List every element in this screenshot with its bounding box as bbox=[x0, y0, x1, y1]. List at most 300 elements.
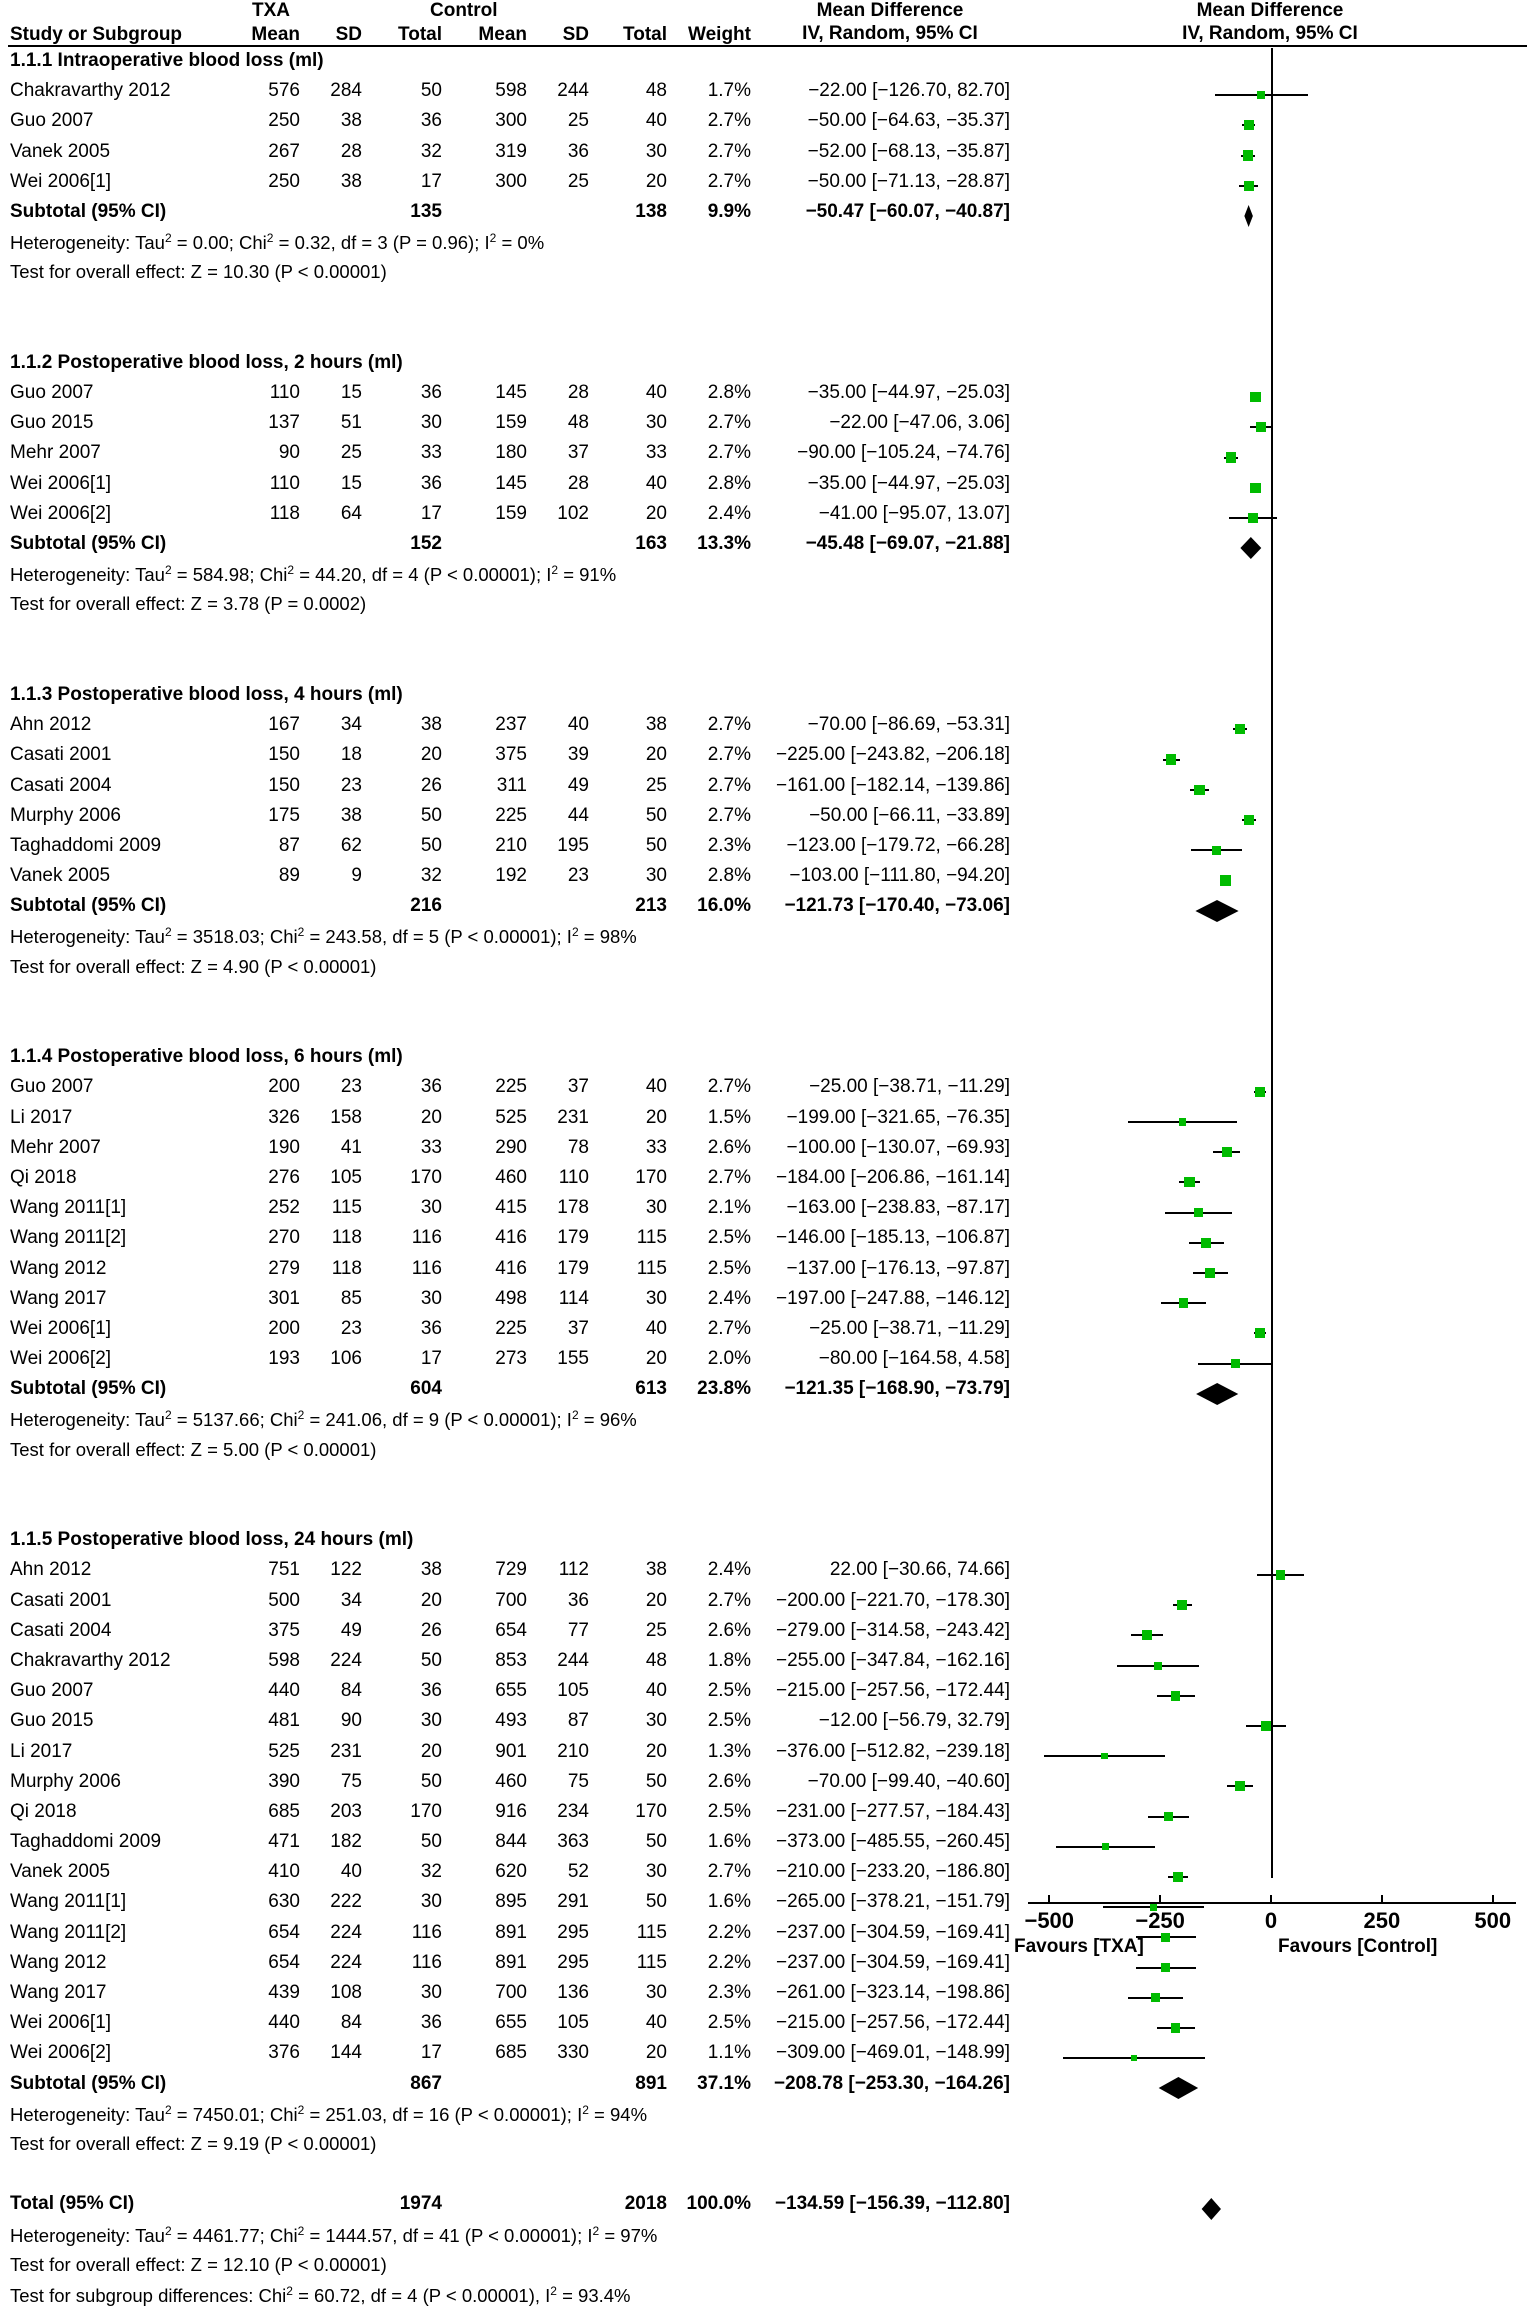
row-sd-control: 78 bbox=[567, 1136, 589, 1158]
row-mean-control: 655 bbox=[495, 2012, 527, 2034]
row-ci-text: −199.00 [−321.65, −76.35] bbox=[786, 1106, 1010, 1128]
row-total-control: 30 bbox=[645, 1197, 667, 1219]
row-ci-text: −25.00 [−38.71, −11.29] bbox=[809, 1076, 1010, 1098]
row-sd-control: 291 bbox=[557, 1891, 589, 1913]
row-study-name: Wang 2017 bbox=[10, 1287, 107, 1309]
row-ci-text: −146.00 [−185.13, −106.87] bbox=[775, 1227, 1010, 1249]
header-mean-difference-right-sub: IV, Random, 95% CI bbox=[1182, 23, 1358, 44]
row-study-name: Chakravarthy 2012 bbox=[10, 1649, 171, 1671]
row-total-control: 30 bbox=[645, 1287, 667, 1309]
row-mean-txa: 276 bbox=[268, 1166, 300, 1188]
row-sd-control: 48 bbox=[567, 412, 589, 434]
row-sd-txa: 23 bbox=[340, 1317, 362, 1339]
row-sd-control: 23 bbox=[567, 865, 589, 887]
point-estimate-marker bbox=[1244, 181, 1254, 191]
point-estimate-marker bbox=[1226, 452, 1236, 462]
row-study-name: Wei 2006[2] bbox=[10, 502, 112, 524]
row-total-txa: 50 bbox=[420, 804, 442, 826]
summary-diamond-row bbox=[1010, 2073, 1535, 2103]
row-total-txa: 36 bbox=[420, 1317, 442, 1339]
row-study-name: Guo 2007 bbox=[10, 1680, 94, 1702]
row-total-control: 170 bbox=[635, 1166, 667, 1188]
row-sd-txa: 18 bbox=[340, 744, 362, 766]
heterogeneity-note: Heterogeneity: Tau$^2$ = 5137.66; Chi$^2$ = 241.06, df = 9 (P < 0.00001); $I^2 = 96\%$ bbox=[10, 1408, 637, 1431]
study-marker-row bbox=[1010, 110, 1535, 140]
header-mean-difference-left: Mean Difference bbox=[816, 0, 964, 21]
study-marker-row bbox=[1010, 745, 1535, 775]
row-ci-text: −237.00 [−304.59, −169.41] bbox=[775, 1951, 1010, 1973]
row-ci-text: −261.00 [−323.14, −198.86] bbox=[775, 1982, 1010, 2003]
study-marker-row bbox=[1010, 1620, 1535, 1650]
row-total-txa: 30 bbox=[420, 1710, 442, 1732]
row-sd-txa: 84 bbox=[340, 1680, 362, 1702]
row-mean-txa: 439 bbox=[268, 1982, 300, 2003]
row-study-name: Wang 2012 bbox=[10, 1257, 107, 1279]
row-total-txa: 17 bbox=[420, 2042, 442, 2064]
row-total-txa: 20 bbox=[420, 744, 442, 766]
row-total-txa: 50 bbox=[420, 1770, 442, 1792]
row-sd-control: 105 bbox=[557, 2012, 589, 2034]
row-study-name: Casati 2004 bbox=[10, 774, 112, 796]
row-total-control: 163 bbox=[635, 533, 667, 554]
row-total-txa: 30 bbox=[420, 1287, 442, 1309]
header-total-control: Total bbox=[623, 24, 667, 45]
row-mean-control: 685 bbox=[495, 2042, 527, 2064]
row-total-txa: 32 bbox=[420, 865, 442, 887]
row-ci-text: −376.00 [−512.82, −239.18] bbox=[775, 1740, 1010, 1762]
row-total-control: 20 bbox=[645, 1348, 667, 1370]
row-sd-txa: 224 bbox=[330, 1951, 362, 1973]
row-ci-text: −265.00 [−378.21, −151.79] bbox=[775, 1891, 1010, 1913]
row-sd-txa: 62 bbox=[340, 834, 362, 856]
header-group-control: Control bbox=[430, 0, 498, 21]
row-weight: 2.2% bbox=[707, 1951, 751, 1973]
row-total-control: 40 bbox=[645, 1317, 667, 1339]
row-weight: 2.6% bbox=[707, 1770, 751, 1792]
row-total-control: 40 bbox=[645, 110, 667, 132]
row-mean-txa: 270 bbox=[268, 1227, 300, 1249]
point-estimate-marker bbox=[1250, 392, 1260, 402]
study-marker-row bbox=[1010, 382, 1535, 412]
header-study: Study or Subgroup bbox=[10, 24, 183, 45]
row-sd-txa: 118 bbox=[331, 1257, 362, 1279]
row-ci-text: −50.00 [−66.11, −33.89] bbox=[809, 804, 1010, 826]
row-mean-control: 225 bbox=[495, 804, 527, 826]
row-sd-txa: 34 bbox=[340, 714, 362, 736]
row-total-control: 613 bbox=[635, 1378, 667, 1400]
row-mean-control: 895 bbox=[495, 1891, 527, 1913]
row-total-control: 38 bbox=[645, 714, 667, 736]
row-study-name: Wei 2006[2] bbox=[10, 1348, 112, 1370]
row-mean-control: 460 bbox=[495, 1166, 527, 1188]
row-sd-txa: 51 bbox=[340, 412, 362, 434]
row-sd-txa: 106 bbox=[330, 1348, 362, 1370]
row-study-name: Mehr 2007 bbox=[10, 442, 101, 464]
row-mean-txa: 654 bbox=[268, 1921, 300, 1943]
row-weight: 1.5% bbox=[707, 1106, 751, 1128]
row-sd-control: 77 bbox=[567, 1619, 589, 1641]
summary-diamond-row bbox=[1010, 896, 1535, 926]
axis-tick bbox=[1381, 1895, 1383, 1904]
row-study-name: Guo 2015 bbox=[10, 1710, 94, 1732]
row-total-control: 30 bbox=[645, 1982, 667, 2003]
row-total-txa: 33 bbox=[420, 1136, 442, 1158]
row-study-name: Chakravarthy 2012 bbox=[10, 80, 171, 102]
row-ci-text: −134.59 [−156.39, −112.80] bbox=[774, 2193, 1010, 2215]
row-mean-control: 145 bbox=[495, 472, 527, 494]
study-marker-row bbox=[1010, 1349, 1535, 1379]
row-mean-txa: 252 bbox=[268, 1197, 300, 1219]
row-ci-text: −50.00 [−64.63, −35.37] bbox=[807, 110, 1010, 132]
row-study-name: Guo 2007 bbox=[10, 110, 94, 132]
study-marker-row bbox=[1010, 1137, 1535, 1167]
header-mean-control: Mean bbox=[478, 24, 527, 45]
row-total-txa: 36 bbox=[420, 110, 442, 132]
row-study-name: Ahn 2012 bbox=[10, 1559, 92, 1581]
row-study-name: Subtotal (95% CI) bbox=[10, 895, 167, 917]
row-weight: 2.3% bbox=[707, 834, 751, 856]
summary-diamond bbox=[1010, 1379, 1535, 1409]
row-sd-control: 363 bbox=[557, 1831, 589, 1853]
row-total-control: 891 bbox=[635, 2072, 667, 2094]
point-estimate-marker bbox=[1142, 1630, 1152, 1640]
row-mean-control: 493 bbox=[495, 1710, 527, 1732]
row-study-name: Wei 2006[1] bbox=[10, 170, 112, 192]
row-total-control: 40 bbox=[645, 2012, 667, 2034]
row-mean-control: 300 bbox=[495, 110, 527, 132]
row-total-control: 50 bbox=[645, 834, 667, 856]
study-marker-row bbox=[1010, 1318, 1535, 1348]
row-total-control: 115 bbox=[636, 1227, 667, 1249]
row-study-name: Wei 2006[1] bbox=[10, 472, 112, 494]
row-ci-text: −231.00 [−277.57, −184.43] bbox=[775, 1800, 1010, 1822]
heterogeneity-note: Heterogeneity: Tau$^2$ = 584.98; Chi$^2$ = 44.20, df = 4 (P < 0.00001); $I^2 = 91\%$ bbox=[10, 563, 617, 586]
row-study-name: Subtotal (95% CI) bbox=[10, 2072, 167, 2094]
row-sd-control: 178 bbox=[557, 1197, 589, 1219]
row-weight: 2.6% bbox=[707, 1136, 751, 1158]
point-estimate-marker bbox=[1244, 815, 1254, 825]
row-total-txa: 216 bbox=[410, 895, 442, 917]
row-mean-control: 901 bbox=[495, 1740, 527, 1762]
row-weight: 2.8% bbox=[707, 382, 751, 404]
subgroup-heading: 1.1.2 Postoperative blood loss, 2 hours (ml) bbox=[10, 351, 403, 373]
row-mean-txa: 654 bbox=[268, 1951, 300, 1973]
row-mean-control: 416 bbox=[495, 1227, 527, 1249]
point-estimate-marker bbox=[1179, 1298, 1188, 1307]
row-sd-txa: 182 bbox=[330, 1831, 362, 1853]
forest-plot-area bbox=[1010, 0, 1535, 1974]
row-sd-txa: 34 bbox=[340, 1589, 362, 1611]
row-total-txa: 116 bbox=[411, 1227, 442, 1249]
row-mean-control: 180 bbox=[495, 442, 527, 464]
row-mean-txa: 87 bbox=[278, 834, 300, 856]
row-weight: 1.6% bbox=[707, 1831, 751, 1853]
row-mean-txa: 630 bbox=[268, 1891, 300, 1913]
row-sd-control: 234 bbox=[557, 1800, 589, 1822]
subgroup-heading: 1.1.3 Postoperative blood loss, 4 hours (ml) bbox=[10, 683, 403, 705]
row-ci-text: −41.00 [−95.07, 13.07] bbox=[818, 502, 1010, 524]
row-sd-txa: 85 bbox=[340, 1287, 362, 1309]
row-total-control: 213 bbox=[635, 895, 667, 917]
study-marker-row bbox=[1010, 1862, 1535, 1892]
axis-tick-label: 0 bbox=[1264, 1908, 1278, 1933]
row-sd-txa: 9 bbox=[351, 865, 362, 887]
row-mean-txa: 301 bbox=[268, 1287, 300, 1309]
row-sd-txa: 23 bbox=[340, 1076, 362, 1098]
point-estimate-marker bbox=[1235, 724, 1245, 734]
row-mean-control: 159 bbox=[495, 412, 527, 434]
row-study-name: Wei 2006[1] bbox=[10, 1317, 112, 1339]
row-sd-control: 25 bbox=[567, 170, 589, 192]
row-sd-control: 105 bbox=[557, 1680, 589, 1702]
row-mean-control: 415 bbox=[495, 1197, 527, 1219]
row-mean-control: 700 bbox=[495, 1982, 527, 2003]
row-weight: 2.4% bbox=[707, 502, 751, 524]
row-weight: 37.1% bbox=[697, 2072, 751, 2094]
row-total-txa: 36 bbox=[420, 1680, 442, 1702]
row-ci-text: −184.00 [−206.86, −161.14] bbox=[775, 1166, 1010, 1188]
point-estimate-marker bbox=[1212, 846, 1221, 855]
row-total-control: 50 bbox=[645, 1891, 667, 1913]
row-weight: 13.3% bbox=[697, 533, 751, 554]
row-total-control: 20 bbox=[645, 502, 667, 524]
row-total-control: 40 bbox=[645, 1076, 667, 1098]
row-study-name: Murphy 2006 bbox=[10, 1770, 121, 1792]
axis-tick bbox=[1492, 1895, 1494, 1904]
row-mean-txa: 525 bbox=[268, 1740, 300, 1762]
row-mean-control: 273 bbox=[495, 1348, 527, 1370]
row-ci-text: −210.00 [−233.20, −186.80] bbox=[775, 1861, 1010, 1883]
row-sd-control: 244 bbox=[557, 1649, 589, 1671]
row-sd-control: 155 bbox=[557, 1348, 589, 1370]
row-mean-txa: 250 bbox=[268, 170, 300, 192]
row-mean-control: 225 bbox=[495, 1317, 527, 1339]
row-total-txa: 36 bbox=[420, 1076, 442, 1098]
study-marker-row bbox=[1010, 1832, 1535, 1862]
row-total-control: 33 bbox=[645, 1136, 667, 1158]
row-mean-control: 225 bbox=[495, 1076, 527, 1098]
row-weight: 2.2% bbox=[707, 1921, 751, 1943]
row-study-name: Wang 2011[2] bbox=[10, 1227, 127, 1249]
row-weight: 2.7% bbox=[707, 170, 751, 192]
point-estimate-marker bbox=[1177, 1600, 1187, 1610]
point-estimate-marker bbox=[1101, 1753, 1108, 1760]
axis-tick-label: −250 bbox=[1135, 1908, 1185, 1933]
subgroup-differences-note: Test for subgroup differences: Chi$^2$ = 60.72, df = 4 (P < 0.00001), $I^2 = 93.4\%$ bbox=[10, 2283, 631, 2307]
point-estimate-marker bbox=[1171, 2023, 1181, 2033]
row-sd-control: 40 bbox=[567, 714, 589, 736]
row-sd-txa: 203 bbox=[330, 1800, 362, 1822]
row-weight: 2.7% bbox=[707, 140, 751, 162]
overall-effect-note: Test for overall effect: Z = 10.30 (P < 0.00001) bbox=[10, 261, 387, 283]
summary-diamond bbox=[1010, 896, 1535, 926]
row-mean-control: 729 bbox=[495, 1559, 527, 1581]
header-mean-txa: Mean bbox=[251, 24, 300, 45]
row-ci-text: −52.00 [−68.13, −35.87] bbox=[807, 140, 1010, 162]
row-total-control: 48 bbox=[645, 1649, 667, 1671]
row-total-txa: 36 bbox=[420, 382, 442, 404]
row-mean-txa: 175 bbox=[268, 804, 300, 826]
study-marker-row bbox=[1010, 1681, 1535, 1711]
row-weight: 2.4% bbox=[707, 1559, 751, 1581]
header-sd-txa: SD bbox=[335, 24, 362, 45]
row-weight: 2.7% bbox=[707, 1166, 751, 1188]
subgroup-heading: 1.1.1 Intraoperative blood loss (ml) bbox=[10, 50, 324, 71]
row-study-name: Vanek 2005 bbox=[10, 140, 111, 162]
study-marker-row bbox=[1010, 1802, 1535, 1832]
row-sd-control: 36 bbox=[567, 1589, 589, 1611]
row-mean-txa: 150 bbox=[268, 744, 300, 766]
point-estimate-marker bbox=[1171, 1691, 1181, 1701]
point-estimate-marker bbox=[1244, 120, 1254, 130]
row-total-control: 50 bbox=[645, 1831, 667, 1853]
row-sd-txa: 90 bbox=[340, 1710, 362, 1732]
study-marker-row bbox=[1010, 412, 1535, 442]
row-study-name: Casati 2001 bbox=[10, 1589, 112, 1611]
row-mean-control: 311 bbox=[496, 774, 527, 796]
row-mean-txa: 685 bbox=[268, 1800, 300, 1822]
point-estimate-marker bbox=[1166, 754, 1176, 764]
row-mean-txa: 751 bbox=[268, 1559, 300, 1581]
row-mean-control: 145 bbox=[495, 382, 527, 404]
row-total-control: 40 bbox=[645, 472, 667, 494]
row-mean-control: 916 bbox=[495, 1800, 527, 1822]
row-mean-control: 700 bbox=[495, 1589, 527, 1611]
row-sd-txa: 84 bbox=[340, 2012, 362, 2034]
row-mean-txa: 375 bbox=[268, 1619, 300, 1641]
point-estimate-marker bbox=[1255, 1328, 1265, 1338]
row-mean-control: 192 bbox=[495, 865, 527, 887]
row-mean-txa: 118 bbox=[269, 502, 300, 524]
study-marker-row bbox=[1010, 1983, 1535, 2013]
row-mean-txa: 190 bbox=[268, 1136, 300, 1158]
row-total-control: 20 bbox=[645, 744, 667, 766]
axis-line bbox=[1028, 1902, 1516, 1904]
row-weight: 2.7% bbox=[707, 1317, 751, 1339]
row-total-control: 20 bbox=[645, 170, 667, 192]
row-mean-control: 319 bbox=[495, 140, 527, 162]
row-sd-txa: 41 bbox=[340, 1136, 362, 1158]
row-total-control: 30 bbox=[645, 1861, 667, 1883]
row-mean-txa: 89 bbox=[278, 865, 300, 887]
row-weight: 100.0% bbox=[686, 2193, 751, 2215]
row-sd-control: 52 bbox=[567, 1861, 589, 1883]
row-sd-control: 295 bbox=[557, 1921, 589, 1943]
row-sd-txa: 122 bbox=[330, 1559, 362, 1581]
row-mean-txa: 110 bbox=[269, 382, 300, 404]
study-marker-row bbox=[1010, 1167, 1535, 1197]
row-spacer bbox=[0, 2163, 1535, 2193]
row-total-txa: 135 bbox=[410, 200, 442, 222]
row-study-name: Subtotal (95% CI) bbox=[10, 200, 167, 222]
subgroup-heading: 1.1.4 Postoperative blood loss, 6 hours (ml) bbox=[10, 1046, 403, 1068]
row-total-txa: 38 bbox=[420, 714, 442, 736]
row-mean-control: 655 bbox=[495, 1680, 527, 1702]
study-marker-row bbox=[1010, 1288, 1535, 1318]
row-ci-text: −35.00 [−44.97, −25.03] bbox=[807, 472, 1010, 494]
summary-diamond bbox=[1010, 2194, 1535, 2224]
row-mean-txa: 500 bbox=[268, 1589, 300, 1611]
row-sd-txa: 224 bbox=[330, 1649, 362, 1671]
row-ci-text: −215.00 [−257.56, −172.44] bbox=[775, 1680, 1010, 1702]
axis-tick bbox=[1270, 1895, 1272, 1904]
row-total-control: 170 bbox=[635, 1800, 667, 1822]
row-total-txa: 30 bbox=[420, 412, 442, 434]
row-sd-control: 110 bbox=[558, 1166, 589, 1188]
row-study-name: Vanek 2005 bbox=[10, 865, 111, 887]
row-mean-control: 844 bbox=[495, 1831, 527, 1853]
row-ci-text: −35.00 [−44.97, −25.03] bbox=[807, 382, 1010, 404]
row-sd-txa: 28 bbox=[340, 140, 362, 162]
row-study-name: Wang 2011[1] bbox=[10, 1197, 127, 1219]
point-estimate-marker bbox=[1276, 1570, 1285, 1579]
row-total-txa: 32 bbox=[420, 1861, 442, 1883]
row-sd-control: 87 bbox=[567, 1710, 589, 1732]
row-study-name: Casati 2004 bbox=[10, 1619, 112, 1641]
study-marker-row bbox=[1010, 503, 1535, 533]
row-ci-text: −123.00 [−179.72, −66.28] bbox=[786, 834, 1010, 856]
header-mean-difference-right: Mean Difference bbox=[1196, 0, 1344, 21]
row-ci-text: −309.00 [−469.01, −148.99] bbox=[775, 2042, 1010, 2064]
row-study-name: Wang 2012 bbox=[10, 1951, 107, 1973]
point-estimate-marker bbox=[1194, 1208, 1203, 1217]
row-mean-txa: 481 bbox=[268, 1710, 300, 1732]
row-total-control: 33 bbox=[645, 442, 667, 464]
row-ci-text: −90.00 [−105.24, −74.76] bbox=[797, 442, 1010, 464]
heterogeneity-note: Heterogeneity: Tau$^2$ = 7450.01; Chi$^2$ = 251.03, df = 16 (P < 0.00001); $I^2 = 94\%$ bbox=[10, 2102, 648, 2125]
row-mean-control: 891 bbox=[495, 1951, 527, 1973]
row-mean-control: 891 bbox=[495, 1921, 527, 1943]
row-mean-txa: 390 bbox=[268, 1770, 300, 1792]
row-total-txa: 20 bbox=[420, 1740, 442, 1762]
row-ci-text: −45.48 [−69.07, −21.88] bbox=[805, 533, 1010, 554]
row-total-control: 40 bbox=[645, 1680, 667, 1702]
favours-txa-label: Favours [TXA] bbox=[1014, 1936, 1144, 1957]
study-marker-row bbox=[1010, 775, 1535, 805]
row-sd-txa: 15 bbox=[340, 382, 362, 404]
row-study-name: Total (95% CI) bbox=[10, 2193, 135, 2215]
row-mean-txa: 200 bbox=[268, 1317, 300, 1339]
row-ci-text: −103.00 [−111.80, −94.20] bbox=[789, 865, 1010, 887]
row-total-control: 115 bbox=[636, 1951, 667, 1973]
row-weight: 1.6% bbox=[707, 1891, 751, 1913]
row-total-txa: 36 bbox=[420, 2012, 442, 2034]
point-estimate-marker bbox=[1173, 1872, 1183, 1882]
row-total-txa: 116 bbox=[411, 1921, 442, 1943]
row-sd-control: 49 bbox=[567, 774, 589, 796]
row-sd-control: 39 bbox=[567, 744, 589, 766]
header-sd-control: SD bbox=[562, 24, 589, 45]
row-study-name: Ahn 2012 bbox=[10, 714, 92, 736]
row-sd-control: 210 bbox=[557, 1740, 589, 1762]
row-total-txa: 26 bbox=[420, 774, 442, 796]
row-weight: 2.8% bbox=[707, 865, 751, 887]
study-marker-row bbox=[1010, 865, 1535, 895]
study-marker-row bbox=[1010, 443, 1535, 473]
row-mean-txa: 150 bbox=[268, 774, 300, 796]
point-estimate-marker bbox=[1131, 2055, 1137, 2061]
study-marker-row bbox=[1010, 835, 1535, 865]
point-estimate-marker bbox=[1235, 1781, 1245, 1791]
row-sd-txa: 118 bbox=[331, 1227, 362, 1249]
summary-diamond-row bbox=[1010, 201, 1535, 231]
row-ci-text: −163.00 [−238.83, −87.17] bbox=[786, 1197, 1010, 1219]
study-marker-row bbox=[1010, 171, 1535, 201]
row-mean-txa: 598 bbox=[268, 1649, 300, 1671]
row-total-txa: 50 bbox=[420, 834, 442, 856]
row-total-control: 50 bbox=[645, 804, 667, 826]
study-marker-row bbox=[1010, 1258, 1535, 1288]
